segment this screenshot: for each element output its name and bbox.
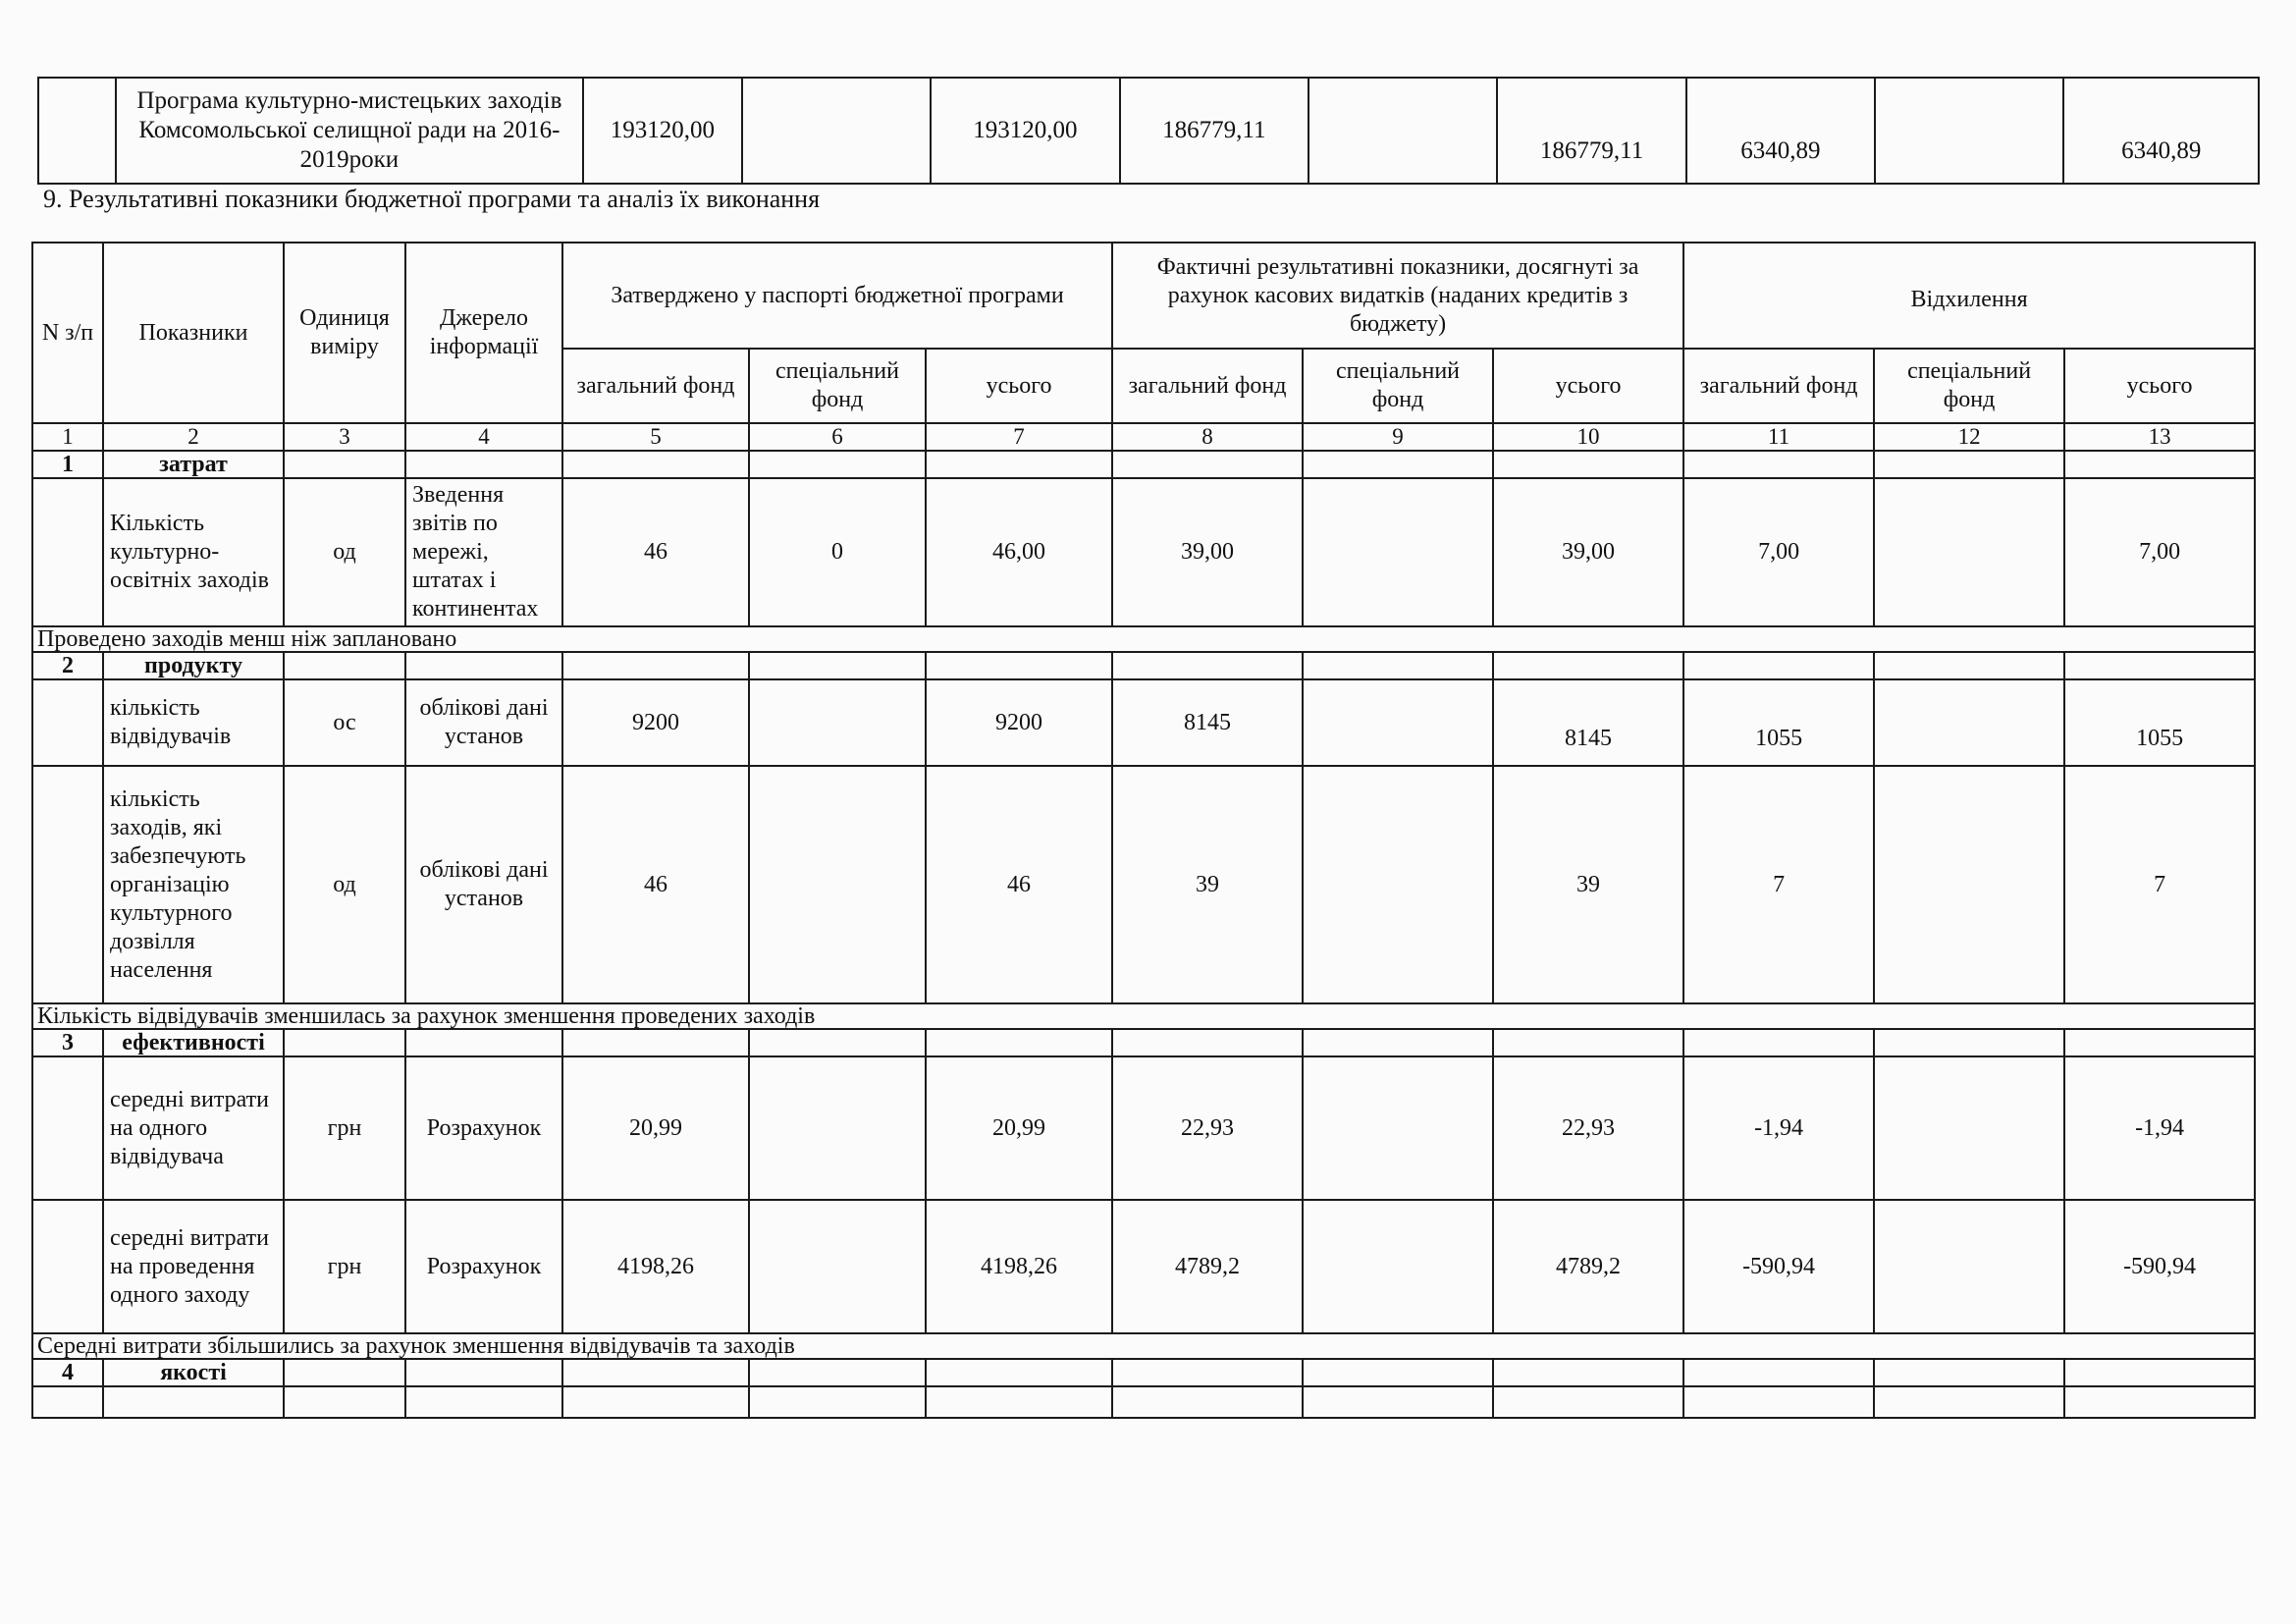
value-cell: 7 bbox=[2064, 766, 2255, 1003]
group-title: ефективності bbox=[103, 1029, 284, 1056]
indicator-name: середні витрати на одного відвідувача bbox=[103, 1056, 284, 1200]
column-number: 8 bbox=[1112, 423, 1303, 451]
value-cell bbox=[1874, 766, 2064, 1003]
header-actual-special: спеціальний фонд bbox=[1303, 349, 1493, 423]
indicator-name: кількість відвідувачів bbox=[103, 679, 284, 766]
value-cell bbox=[749, 766, 926, 1003]
header-unit: Одиниця виміру bbox=[284, 243, 405, 423]
value-cell: 4198,26 bbox=[562, 1200, 749, 1333]
indicator-unit: од bbox=[284, 766, 405, 1003]
group-num: 3 bbox=[32, 1029, 103, 1056]
group-title: затрат bbox=[103, 451, 284, 478]
group-note-row bbox=[32, 626, 2255, 652]
value-cell: 8145 bbox=[1112, 679, 1303, 766]
group-row-costs bbox=[32, 451, 2255, 478]
header-dev-total: усього bbox=[2064, 349, 2255, 423]
indicator-source: облікові дані установ bbox=[405, 679, 562, 766]
indicator-name: середні витрати на проведення одного заходу bbox=[103, 1200, 284, 1333]
header-actual-total: усього bbox=[1493, 349, 1683, 423]
section-title: 9. Результативні показники бюджетної програми та аналіз їх виконання bbox=[43, 185, 821, 213]
table-row bbox=[32, 1386, 2255, 1418]
program-dev-special bbox=[1875, 78, 2063, 184]
group-note: Проведено заходів менш ніж заплановано bbox=[32, 626, 2255, 652]
value-cell: -590,94 bbox=[2064, 1200, 2255, 1333]
header-source: Джерело інформації bbox=[405, 243, 562, 423]
program-dev-total: 6340,89 bbox=[2063, 78, 2259, 184]
program-row bbox=[38, 78, 2259, 184]
column-number: 10 bbox=[1493, 423, 1683, 451]
value-cell: 1055 bbox=[1683, 679, 1874, 766]
group-note-row bbox=[32, 1003, 2255, 1029]
value-cell: 46 bbox=[926, 766, 1112, 1003]
program-approved-special bbox=[742, 78, 931, 184]
column-number: 6 bbox=[749, 423, 926, 451]
header-approved: Затверджено у паспорті бюджетної програми bbox=[562, 243, 1112, 349]
indicator-source: Розрахунок bbox=[405, 1056, 562, 1200]
program-dev-general: 6340,89 bbox=[1686, 78, 1875, 184]
indicator-name: Кількість культурно-освітніх заходів bbox=[103, 478, 284, 626]
group-num: 2 bbox=[32, 652, 103, 679]
value-cell bbox=[1874, 1200, 2064, 1333]
column-number: 11 bbox=[1683, 423, 1874, 451]
indicator-source: облікові дані установ bbox=[405, 766, 562, 1003]
group-note: Кількість відвідувачів зменшилась за рахунок зменшення проведених заходів bbox=[32, 1003, 2255, 1029]
value-cell: 20,99 bbox=[562, 1056, 749, 1200]
indicator-unit: грн bbox=[284, 1200, 405, 1333]
header-dev-general: загальний фонд bbox=[1683, 349, 1874, 423]
value-cell: 22,93 bbox=[1112, 1056, 1303, 1200]
header-row-1 bbox=[32, 243, 2255, 349]
column-numbers-row bbox=[32, 423, 2255, 451]
program-actual-general: 186779,11 bbox=[1120, 78, 1308, 184]
group-row-efficiency bbox=[32, 1029, 2255, 1056]
header-num: N з/п bbox=[32, 243, 103, 423]
header-dev-special: спеціальний фонд bbox=[1874, 349, 2064, 423]
indicator-unit: ос bbox=[284, 679, 405, 766]
value-cell: 1055 bbox=[2064, 679, 2255, 766]
value-cell: -1,94 bbox=[1683, 1056, 1874, 1200]
table-row bbox=[32, 1200, 2255, 1333]
column-number: 12 bbox=[1874, 423, 2064, 451]
value-cell bbox=[1303, 1200, 1493, 1333]
value-cell: 7 bbox=[1683, 766, 1874, 1003]
column-number: 13 bbox=[2064, 423, 2255, 451]
group-num: 1 bbox=[32, 451, 103, 478]
group-row-product bbox=[32, 652, 2255, 679]
group-title: продукту bbox=[103, 652, 284, 679]
header-actual-general: загальний фонд bbox=[1112, 349, 1303, 423]
group-num: 4 bbox=[32, 1359, 103, 1386]
table-row bbox=[32, 679, 2255, 766]
column-number: 4 bbox=[405, 423, 562, 451]
value-cell: -1,94 bbox=[2064, 1056, 2255, 1200]
value-cell bbox=[1874, 478, 2064, 626]
program-approved-general: 193120,00 bbox=[583, 78, 742, 184]
program-num-cell bbox=[38, 78, 116, 184]
value-cell: 46 bbox=[562, 478, 749, 626]
column-number: 9 bbox=[1303, 423, 1493, 451]
group-note-row bbox=[32, 1333, 2255, 1359]
header-approved-general: загальний фонд bbox=[562, 349, 749, 423]
value-cell: 4198,26 bbox=[926, 1200, 1112, 1333]
header-actual: Фактичні результативні показники, досягнуті за рахунок касових видатків (наданих кредитів з бюджету) bbox=[1112, 243, 1683, 349]
value-cell bbox=[749, 679, 926, 766]
value-cell: 7,00 bbox=[2064, 478, 2255, 626]
header-deviation: Відхилення bbox=[1683, 243, 2255, 349]
value-cell bbox=[749, 1056, 926, 1200]
value-cell bbox=[1303, 1056, 1493, 1200]
table-row bbox=[32, 478, 2255, 626]
value-cell: 20,99 bbox=[926, 1056, 1112, 1200]
program-name: Програма культурно-мистецьких заходів Комсомольської селищної ради на 2016-2019роки bbox=[116, 78, 583, 184]
indicator-source: Зведення звітів по мережі, штатах і континентах bbox=[405, 478, 562, 626]
column-number: 1 bbox=[32, 423, 103, 451]
indicators-table bbox=[31, 242, 2256, 1419]
program-table bbox=[37, 77, 2260, 185]
indicator-source: Розрахунок bbox=[405, 1200, 562, 1333]
table-row bbox=[32, 766, 2255, 1003]
value-cell: -590,94 bbox=[1683, 1200, 1874, 1333]
value-cell bbox=[1303, 679, 1493, 766]
value-cell bbox=[1874, 679, 2064, 766]
indicator-unit: од bbox=[284, 478, 405, 626]
value-cell: 0 bbox=[749, 478, 926, 626]
program-actual-total: 186779,11 bbox=[1497, 78, 1685, 184]
value-cell bbox=[1874, 1056, 2064, 1200]
value-cell: 9200 bbox=[562, 679, 749, 766]
value-cell: 39,00 bbox=[1112, 478, 1303, 626]
value-cell: 7,00 bbox=[1683, 478, 1874, 626]
value-cell: 8145 bbox=[1493, 679, 1683, 766]
value-cell bbox=[1303, 478, 1493, 626]
value-cell: 46,00 bbox=[926, 478, 1112, 626]
program-approved-total: 193120,00 bbox=[931, 78, 1119, 184]
column-number: 3 bbox=[284, 423, 405, 451]
value-cell: 39,00 bbox=[1493, 478, 1683, 626]
column-number: 2 bbox=[103, 423, 284, 451]
column-number: 5 bbox=[562, 423, 749, 451]
value-cell: 22,93 bbox=[1493, 1056, 1683, 1200]
value-cell bbox=[749, 1200, 926, 1333]
value-cell: 46 bbox=[562, 766, 749, 1003]
header-approved-total: усього bbox=[926, 349, 1112, 423]
value-cell: 4789,2 bbox=[1112, 1200, 1303, 1333]
table-row bbox=[32, 1056, 2255, 1200]
program-actual-special bbox=[1308, 78, 1497, 184]
header-indicators: Показники bbox=[103, 243, 284, 423]
indicator-unit: грн bbox=[284, 1056, 405, 1200]
value-cell: 39 bbox=[1493, 766, 1683, 1003]
header-approved-special: спеціальний фонд bbox=[749, 349, 926, 423]
value-cell: 39 bbox=[1112, 766, 1303, 1003]
group-note: Середні витрати збільшились за рахунок зменшення відвідувачів та заходів bbox=[32, 1333, 2255, 1359]
group-title: якості bbox=[103, 1359, 284, 1386]
group-row-quality bbox=[32, 1359, 2255, 1386]
value-cell bbox=[1303, 766, 1493, 1003]
value-cell: 9200 bbox=[926, 679, 1112, 766]
value-cell: 4789,2 bbox=[1493, 1200, 1683, 1333]
column-number: 7 bbox=[926, 423, 1112, 451]
indicator-name: кількість заходів, які забезпечують організацію культурного дозвілля населення bbox=[103, 766, 284, 1003]
